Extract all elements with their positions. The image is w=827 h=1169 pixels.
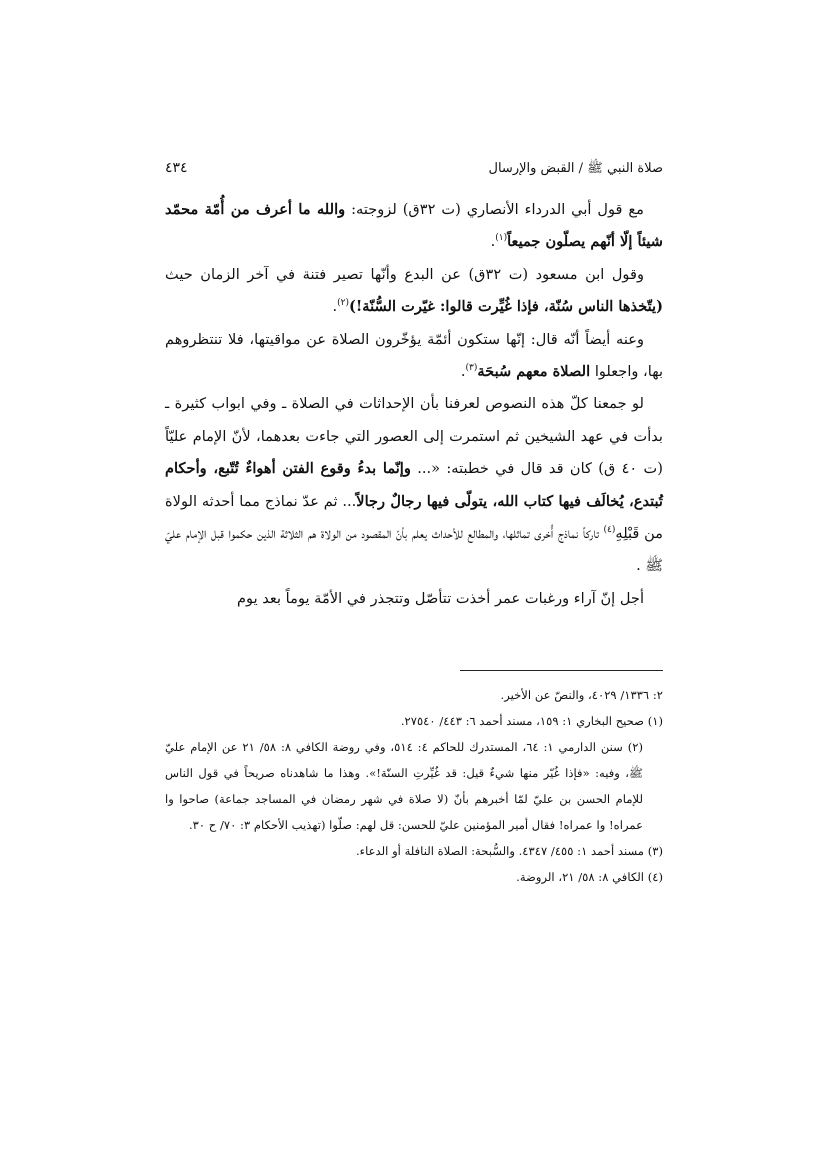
footnote-continuation: ٢: ١٣٣٦/ ٤٠٢٩، والنصّ عن الأخير. [500,688,663,702]
page-number: ٤٣٤ [165,160,188,176]
text-run: . [332,298,338,316]
book-page [165,150,663,884]
text-run: مع قول أبي الدرداء الأنصاري (ت ٣٢ق) لزوجته: [345,201,644,218]
emphasized-quote: الصلاة معهم سُبحَة [477,363,591,381]
text-run: أجل إنّ آراء ورغبات عمر أخذت تتأصّل وتتجذر في الأمّة يوماً بعد يوم [237,589,644,607]
text-run: ... ثم عدّ نماذج مما أحدثه الولاة من قَبْلِهِ [165,492,663,543]
paragraph [165,324,663,389]
paragraph [165,259,663,324]
footnote: (٣) مسند أحمد ١: ٤٥٥/ ٤٣٤٧. والسُّبحة: الصلاة النافلة أو الدعاء. [355,844,663,858]
text-run: . [460,363,466,381]
footnotes [165,682,663,890]
emphasized-quote: وإنّما بدءُ وقوع الفتن أهواءٌ تُتّبع، وأحكام تُبتدع، يُخالَف فيها كتاب الله، يتولّى فيها رجالٌ رجالاً [165,460,663,510]
paragraph [165,194,663,259]
paragraph [165,388,663,582]
footnote-ref: (٣) [465,363,478,374]
footnote: (٢) سنن الدارمي ١: ٦٤، المستدرك للحاكم ٤: ٥١٤، وفي روضة الكافي ٨: ٥٨/ ٢١ عن الإمام عليّ ﷺ، وفيه: «فإذا غُيّر منها شيءٌ قيل: قد غُيِّرتِ السنّة!». وهذا ما شاهدناه صريحاً في قول الناس للإمام الحسن بن عليّ لمّا أخبرهم بأنّ (لا صلاة في شهر رمضان في المساجد جماعة) صاحوا وا عمراه! وا عمراه! فقال أمير المؤمنين عليّ للحسن: قل لهم: صلّوا (تهذيب الأحكام ٣: ٧٠/ ح ٣٠. [165,740,644,832]
footnote-ref: (٢) [337,298,349,309]
running-header [165,160,663,184]
main-text [165,194,663,615]
footnote-separator [460,670,663,671]
paragraph [165,583,663,615]
running-title: صلاة النبي ﷺ / القبض والإرسال [488,161,663,176]
footnote: (٤) الكافي ٨: ٥٨/ ٢١، الروضة. [516,870,663,884]
footnote: (١) صحيح البخاري ١: ١٥٩، مسند أحمد ٦: ٤٤٣/ ٢٧٥٤٠. [400,714,663,728]
emphasized-quote: والله ما أعرف من أُمّة محمّد شيئاً إلّا أنّهم يصلّون جميعاً [165,201,663,251]
text-run: . [490,233,496,251]
text-run: وقول ابن مسعود (ت ٣٢ق) عن البدع وأنّها تصير فتنة في آخر الزمان حيث [165,265,644,283]
text-run: لو جمعنا كلّ هذه النصوص لعرفنا بأن الإحداثات في الصلاة ـ وفي ابواب كثيرة ـ بدأت في عهد الشيخين ثم استمرت إلى العصور التي جاءت بعدهما، لأنّ الإمام عليّاً (ت ٤٠ ق) كان قد قال في خطبته: «... [165,395,663,478]
emphasized-quote: (يتّخذها الناس سُنّة، فإذا غُيِّرت قالوا: غيّرت السُّنّة!) [348,298,663,316]
footnote-ref: (٤) [603,525,616,536]
text-run: تاركاً نماذج أُخرى تماثلها، والمطالع للأحداث يعلم بأنّ المقصود من الولاة هم الثلاثة الذين حكموا قبل الإمام عليّ ﷺ . [165,525,663,575]
footnote-ref: (١) [495,233,508,244]
text-run: وعنه أيضاً أنّه قال: إنّها ستكون أئمّة يؤخّرون الصلاة عن مواقيتها، فلا تنتظروهم بها، واجعلوا [165,330,663,381]
